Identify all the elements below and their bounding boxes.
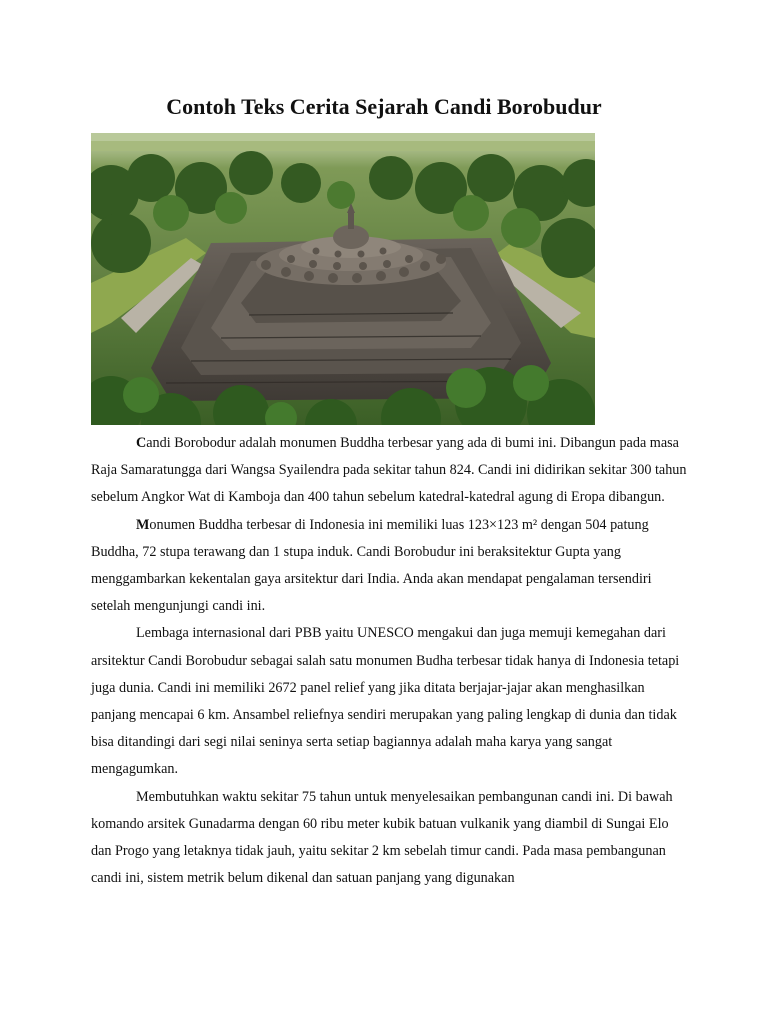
- paragraph-lead-letter: C: [136, 435, 147, 451]
- paragraph: [91, 512, 691, 621]
- paragraph-text: andi Borobodur adalah monumen Buddha terbesar yang ada di bumi ini. Dibangun pada masa Raja Samaratungga dari Wangsa Syailendra pada sekitar tahun 824. Candi ini didirikan sekitar 300 tahun sebelum Angkor Wat di Kamboja dan 400 tahun sebelum katedral-katedral agung di Eropa dibangun.: [91, 435, 687, 506]
- paragraph-text: Membutuhkan waktu sekitar 75 tahun untuk menyelesaikan pembangunan candi ini. Di bawah komando arsitek Gunadarma dengan 60 ribu meter kubik batuan vulkanik yang diambil di Sungai Elo dan Progo yang letaknya tidak jauh, yaitu sekitar 2 km sebelah timur candi. Pada masa pembangunan candi ini, sistem metrik belum dikenal dan satuan panjang yang digunakan: [91, 788, 673, 887]
- document-body: [91, 430, 691, 892]
- paragraph-text: Lembaga internasional dari PBB yaitu UNESCO mengakui dan juga memuji kemegahan dari arsitektur Candi Borobudur sebagai salah satu monumen Budha terbesar tidak hanya di Indonesia tetapi juga dunia. Candi ini memiliki 2672 panel relief yang jika ditata berjajar-jajar akan menghasilkan panjang mencapai 6 km. Ansambel reliefnya sendiri merupakan yang paling lengkap di dunia dan tidak bisa ditandingi dari segi nilai seninya serta setiap bagiannya adalah maha karya yang sangat mengagumkan.: [91, 625, 680, 778]
- paragraph: [91, 430, 691, 512]
- paragraph-lead-letter: M: [136, 516, 150, 533]
- borobudur-photo: [91, 133, 595, 425]
- paragraph: [91, 620, 691, 783]
- paragraph: [91, 784, 691, 893]
- paragraph-text: onumen Buddha terbesar di Indonesia ini memiliki luas 123×123 m² dengan 504 patung Buddha, 72 stupa terawang dan 1 stupa induk. Candi Borobudur ini beraksitektur Gupta yang menggambarkan kekentalan gaya arsitektur dari India. Anda akan mendapat pengalaman tersendiri setelah mengunjungi candi ini.: [91, 516, 652, 615]
- document-title: Contoh Teks Cerita Sejarah Candi Borobudur: [166, 94, 602, 119]
